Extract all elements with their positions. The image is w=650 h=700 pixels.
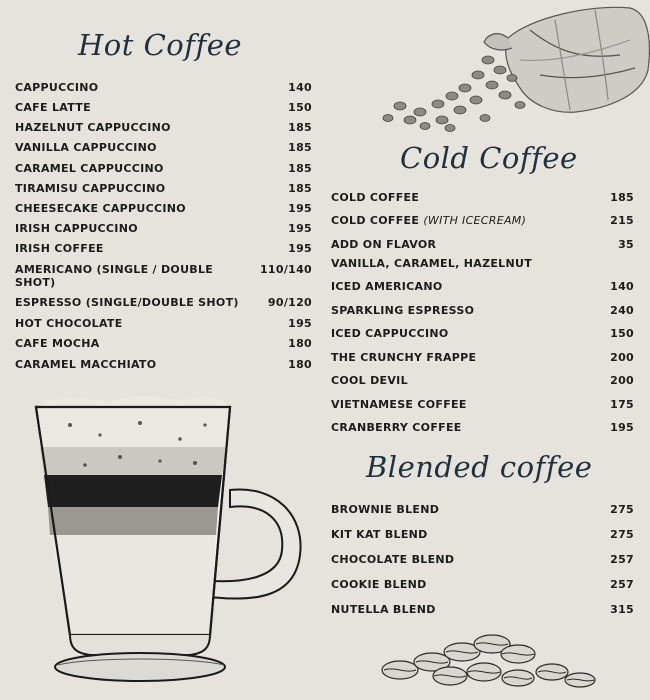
item-name-text: COLD COFFEE [331, 214, 420, 227]
item-name: CAFE LATTE [15, 101, 91, 114]
menu-item [15, 101, 312, 114]
item-name: CARAMEL MACCHIATO [15, 358, 157, 371]
menu-item [15, 242, 312, 255]
flavor-options: VANILLA, CARAMEL, HAZELNUT [331, 257, 533, 270]
item-price: 195 [288, 222, 312, 235]
coffee-bean-sack-icon [380, 0, 650, 140]
item-price: 150 [610, 327, 634, 340]
item-name: ICED AMERICANO [331, 280, 443, 293]
item-price: 195 [288, 202, 312, 215]
item-price: 35 [618, 238, 634, 251]
item-note: (WITH ICECREAM) [423, 214, 527, 227]
menu-item [331, 398, 634, 411]
menu-item [15, 202, 312, 215]
item-name: COOKIE BLEND [331, 578, 427, 591]
item-name: THE CRUNCHY FRAPPE [331, 351, 477, 364]
menu-item [331, 327, 634, 340]
menu-item [331, 238, 634, 251]
menu-item [15, 121, 312, 134]
menu-item [331, 578, 634, 591]
menu-item [331, 214, 634, 227]
item-price: 315 [610, 603, 634, 616]
item-price: 110/140 [259, 263, 312, 276]
menu-item [15, 263, 312, 289]
item-price: 185 [610, 191, 634, 204]
item-name: CAPPUCCINO [15, 81, 99, 94]
menu-item [331, 503, 634, 516]
menu-item [15, 182, 312, 195]
blended-coffee-heading: Blended coffee [366, 450, 593, 484]
item-price: 195 [610, 421, 634, 434]
item-name: CRANBERRY COFFEE [331, 421, 462, 434]
item-name: CAFE MOCHA [15, 337, 100, 350]
item-price: 150 [288, 101, 312, 114]
item-price: 195 [288, 317, 312, 330]
menu-item [331, 304, 634, 317]
menu-item [331, 351, 634, 364]
item-name: COLD COFFEE [331, 191, 420, 204]
item-name: NUTELLA BLEND [331, 603, 436, 616]
menu-item [15, 317, 312, 330]
menu-item [331, 553, 634, 566]
item-name: SPARKLING ESPRESSO [331, 304, 475, 317]
item-name: COOL DEVIL [331, 374, 408, 387]
coffee-beans-icon [380, 630, 610, 695]
menu-item [15, 222, 312, 235]
item-price: 185 [288, 182, 312, 195]
item-name: KIT KAT BLEND [331, 528, 428, 541]
item-price: 195 [288, 242, 312, 255]
item-price: 185 [288, 121, 312, 134]
item-name: HAZELNUT CAPPUCCINO [15, 121, 171, 134]
menu-item [331, 191, 634, 204]
item-price: 175 [610, 398, 634, 411]
item-name: VIETNAMESE COFFEE [331, 398, 467, 411]
latte-glass-icon [30, 395, 305, 685]
menu-item [15, 141, 312, 154]
menu-item [331, 421, 634, 434]
menu-item [331, 280, 634, 293]
menu-item [331, 374, 634, 387]
item-name: CHEESECAKE CAPPUCCINO [15, 202, 186, 215]
menu-item [331, 603, 634, 616]
item-price: 180 [288, 358, 312, 371]
menu-item [331, 528, 634, 541]
item-name: BROWNIE BLEND [331, 503, 440, 516]
item-name: IRISH COFFEE [15, 242, 104, 255]
item-price: 275 [610, 503, 634, 516]
cold-coffee-heading: Cold Coffee [400, 141, 578, 175]
item-price: 90/120 [267, 296, 312, 309]
item-price: 140 [610, 280, 634, 293]
item-name: CARAMEL CAPPUCCINO [15, 162, 164, 175]
item-price: 180 [288, 337, 312, 350]
menu-item [15, 81, 312, 94]
item-name: ADD ON FLAVOR [331, 238, 437, 251]
item-name: AMERICANO (SINGLE / DOUBLE SHOT) [15, 263, 214, 289]
menu-item [15, 162, 312, 175]
item-name: IRISH CAPPUCCINO [15, 222, 138, 235]
item-price: 200 [610, 351, 634, 364]
menu-item [15, 358, 312, 371]
item-price: 257 [610, 578, 634, 591]
item-name: HOT CHOCOLATE [15, 317, 123, 330]
item-price: 215 [610, 214, 634, 227]
item-price: 140 [288, 81, 312, 94]
item-price: 257 [610, 553, 634, 566]
item-name: CHOCOLATE BLEND [331, 553, 455, 566]
item-price: 200 [610, 374, 634, 387]
menu-item [15, 337, 312, 350]
item-price: 185 [288, 162, 312, 175]
item-price: 240 [610, 304, 634, 317]
item-name: VANILLA CAPPUCCINO [15, 141, 157, 154]
item-name: ICED CAPPUCCINO [331, 327, 449, 340]
item-price: 275 [610, 528, 634, 541]
item-name [331, 214, 526, 227]
hot-coffee-heading: Hot Coffee [78, 28, 243, 62]
item-price: 185 [288, 141, 312, 154]
item-name: ESPRESSO (SINGLE/DOUBLE SHOT) [15, 296, 239, 309]
menu-item [15, 296, 312, 309]
item-name: TIRAMISU CAPPUCCINO [15, 182, 166, 195]
